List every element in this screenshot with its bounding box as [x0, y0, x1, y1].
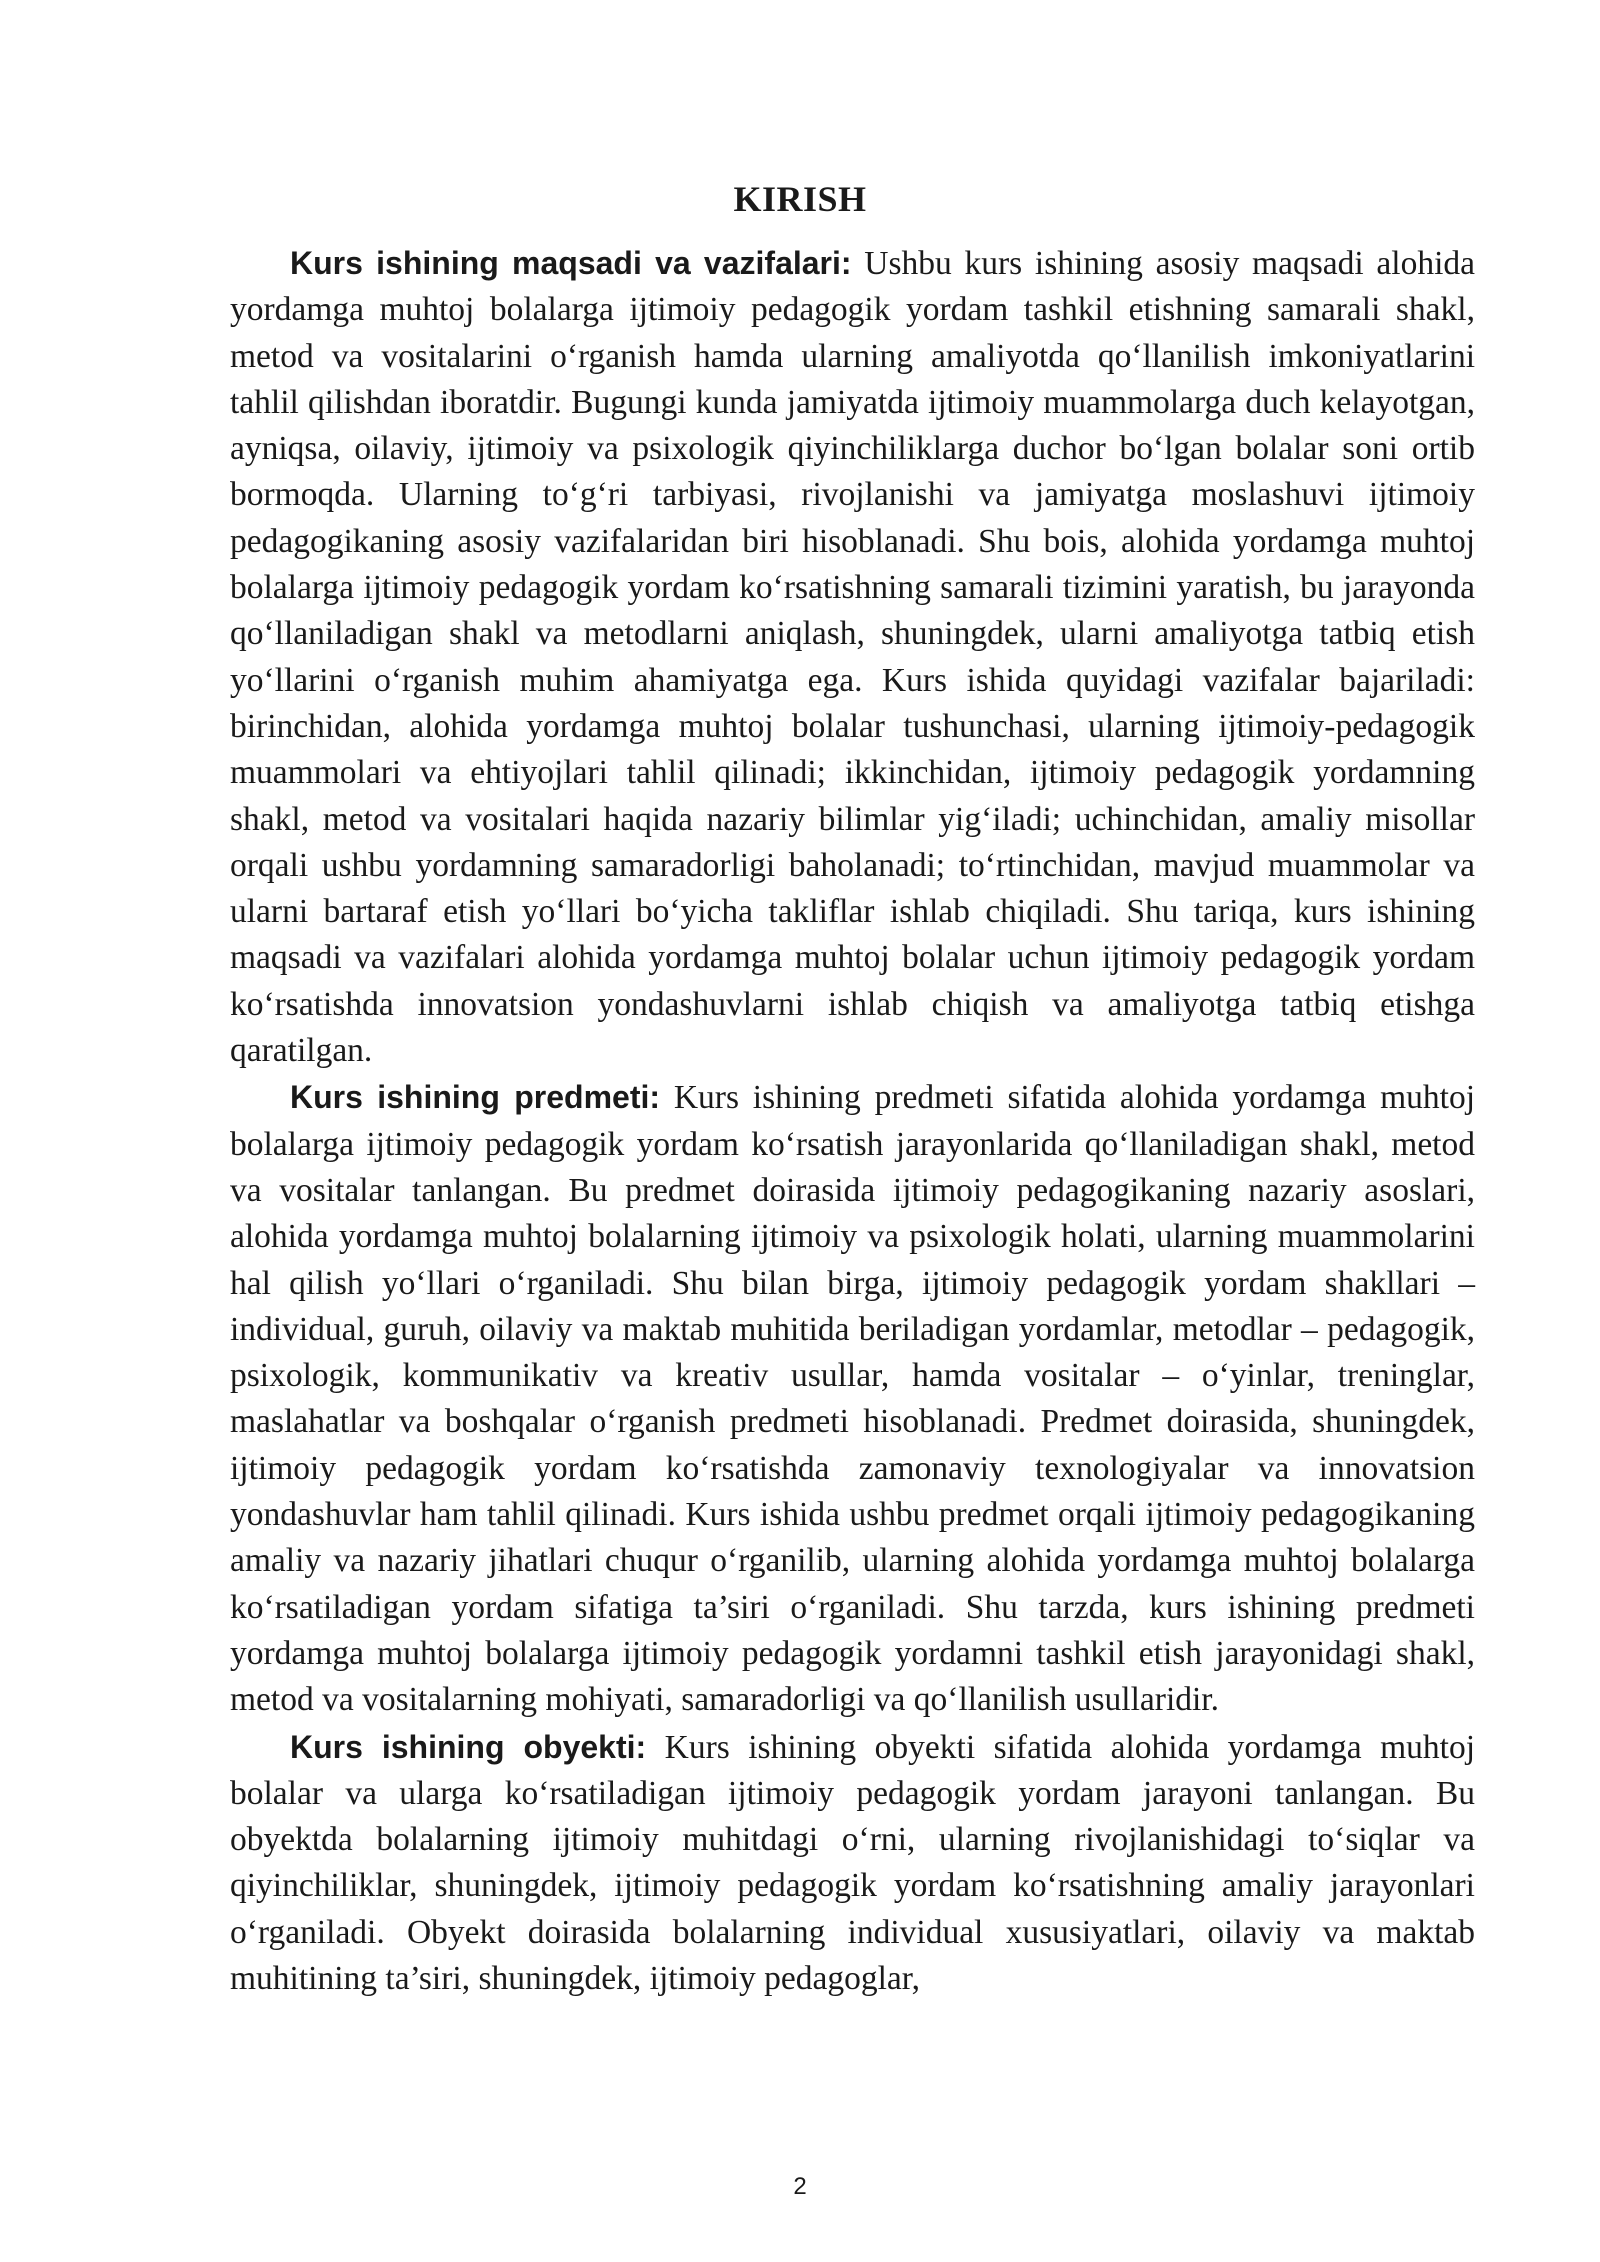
page-number: 2 [793, 2173, 807, 2200]
paragraph-lead: Kurs ishining maqsadi va vazifalari: [290, 245, 852, 281]
paragraph-subject [230, 1074, 1475, 1723]
paragraph-lead: Kurs ishining obyekti: [290, 1728, 647, 1765]
paragraph-text: Kurs ishining obyekti sifatida alohida yordamga muhtoj bolalar va ularga ko‘rsatiladigan ijtimoiy pedagogik yordam jarayoni tanlangan. Bu obyektda bolalarning ijtimoiy muhitdagi o‘rni, ularning rivojlanishidagi to‘siqlar va qiyinchiliklar, shuningdek, ijtimoiy pedagogik yordam ko‘rsatishning amaliy jarayonlari o‘rganiladi. Obyekt doirasida bolalarning individual xususiyatlari, oilaviy va maktab muhitining ta’siri, shuningdek, ijtimoiy pedagoglar, [230, 1728, 1476, 1997]
paragraph-text: Kurs ishining predmeti sifatida alohida yordamga muhtoj bolalarga ijtimoiy pedagogik yordam ko‘rsatish jarayonlarida qo‘llaniladigan shakl, metod va vositalar tanlangan. Bu predmet doirasida ijtimoiy pedagogikaning nazariy asoslari, alohida yordamga muhtoj bolalarning ijtimoiy va psixologik holati, ularning muammolarini hal qilish yo‘llari o‘rganiladi. Shu bilan birga, ijtimoiy pedagogik yordam shakllari – individual, guruh, oilaviy va maktab muhitida beriladigan yordamlar, metodlar – pedagogik, psixologik, kommunikativ va kreativ usullar, hamda vositalar – o‘yinlar, treninglar, maslahatlar va boshqalar o‘rganish predmeti hisoblanadi. Predmet doirasida, shuningdek, ijtimoiy pedagogik yordam ko‘rsatishda zamonaviy texnologiyalar va innovatsion yondashuvlar ham tahlil qilinadi. Kurs ishida ushbu predmet orqali ijtimoiy pedagogikaning amaliy va nazariy jihatlari chuqur o‘rganilib, ularning alohida yordamga muhtoj bolalarga ko‘rsatiladigan yordam sifatiga ta’siri o‘rganiladi. Shu tarzda, kurs ishining predmeti yordamga muhtoj bolalarga ijtimoiy pedagogik yordamni tashkil etish jarayonidagi shakl, metod va vositalarning mohiyati, samaradorligi va qo‘llanilish usullaridir. [230, 1079, 1476, 1719]
paragraph-purpose [230, 240, 1475, 1074]
paragraph-lead: Kurs ishining predmeti: [290, 1079, 661, 1116]
paragraph-text: Ushbu kurs ishining asosiy maqsadi alohida yordamga muhtoj bolalarga ijtimoiy pedagogik yordam tashkil etishning samarali shakl, metod va vositalarini o‘rganish hamda ularning amaliyotda qo‘llanilish imkoniyatlarini tahlil qilishdan iboratdir. Bugungi kunda jamiyatda ijtimoiy muammolarga duch kelayotgan, ayniqsa, oilaviy, ijtimoiy va psixologik qiyinchiliklarga duchor bo‘lgan bolalar soni ortib bormoqda. Ularning to‘g‘ri tarbiyasi, rivojlanishi va jamiyatga moslashuvi ijtimoiy pedagogikaning asosiy vazifalaridan biri hisoblanadi. Shu bois, alohida yordamga muhtoj bolalarga ijtimoiy pedagogik yordam ko‘rsatishning samarali tizimini yaratish, bu jarayonda qo‘llaniladigan shakl va metodlarni aniqlash, shuningdek, ularni amaliyotga tatbiq etish yo‘llarini o‘rganish muhim ahamiyatga ega. Kurs ishida quyidagi vazifalar bajariladi: birinchidan, alohida yordamga muhtoj bolalar tushunchasi, ularning ijtimoiy-pedagogik muammolari va ehtiyojlari tahlil qilinadi; ikkinchidan, ijtimoiy pedagogik yordamning shakl, metod va vositalari haqida nazariy bilimlar yig‘iladi; uchinchidan, amaliy misollar orqali ushbu yordamning samaradorligi baholanadi; to‘rtinchidan, mavjud muammolar va ularni bartaraf etish yo‘llari bo‘yicha takliflar ishlab chiqiladi. Shu tariqa, kurs ishining maqsadi va vazifalari alohida yordamga muhtoj bolalar uchun ijtimoiy pedagogik yordam ko‘rsatishda innovatsion yondashuvlarni ishlab chiqish va amaliyotga tatbiq etishga qaratilgan. [230, 245, 1476, 1070]
page-heading: KIRISH [733, 179, 867, 220]
paragraph-object [230, 1724, 1475, 2003]
body-text [230, 240, 1475, 2002]
